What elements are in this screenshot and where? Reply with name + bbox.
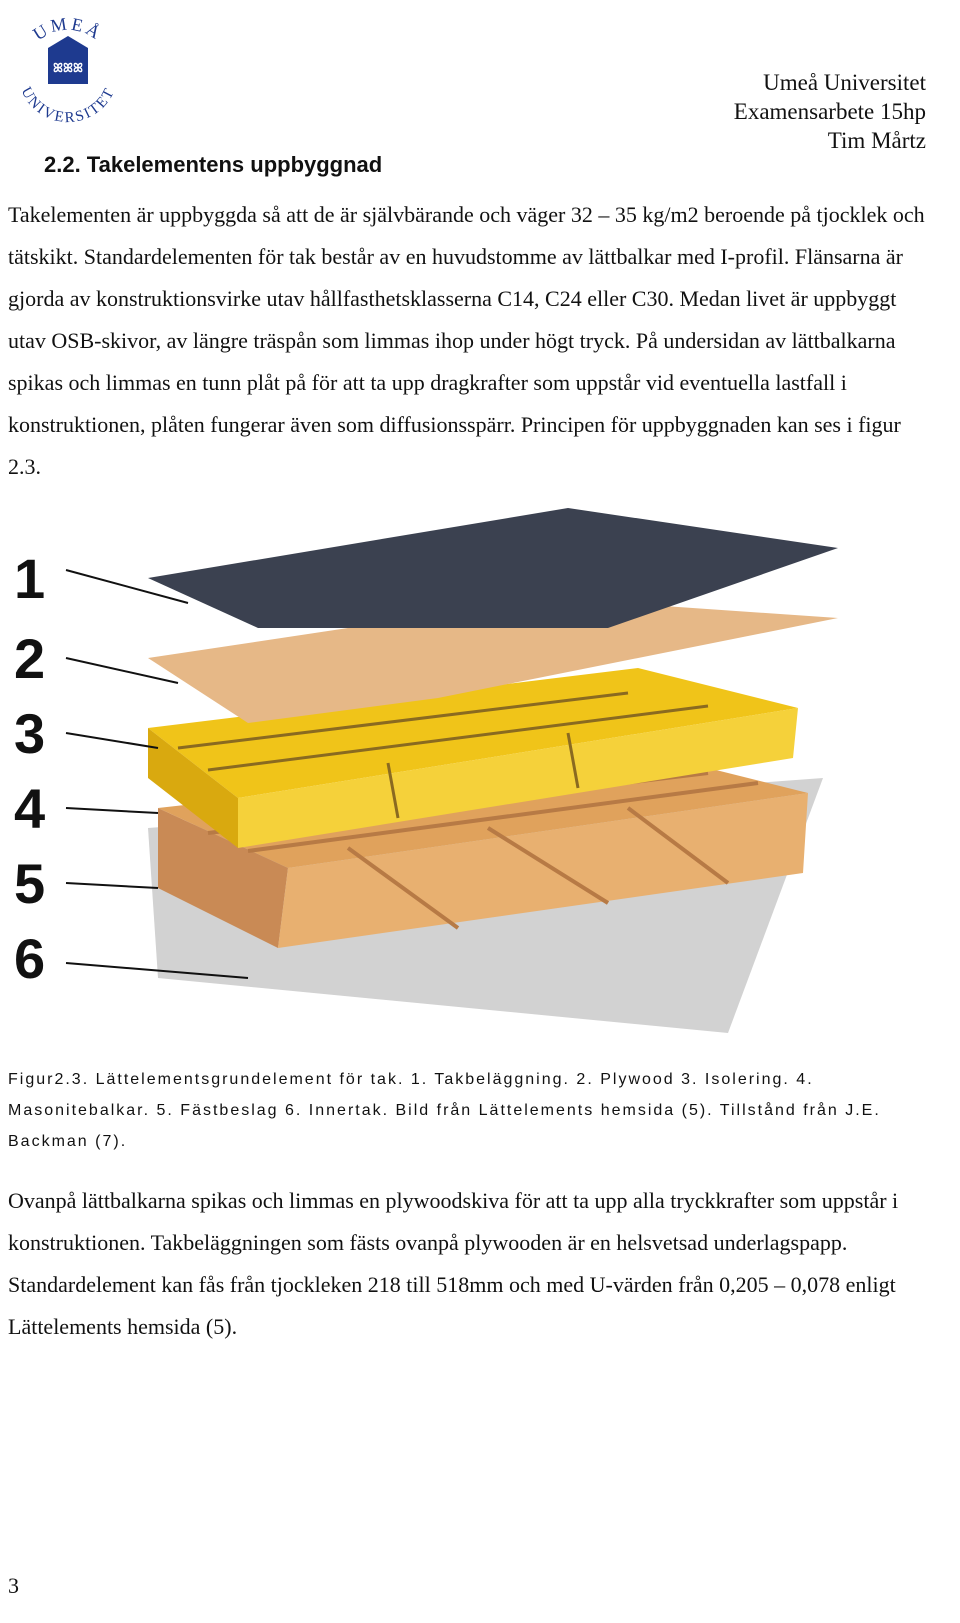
body-paragraph-1: Takelementen är uppbyggda så att de är självbärande och väger 32 – 35 kg/m2 beroende på tjocklek och tätskikt. Standardelementen för tak består av en huvudstomme av lättbalkar med I-profil. Flänsarna är gjorda av konstruktionsvirke utav hållfasthetsklasserna C14, C24 eller C30. Medan livet är uppbyggt utav OSB-skivor, av längre träspån som limmas ihop under högt tryck. På undersidan av lättbalkarna spikas och limmas en tunn plåt på för att ta upp dragkrafter som uppstår vid eventuella lastfall i konstruktionen, plåten fungerar även som diffusionsspärr. Principen för uppbyggnaden kan ses i figur 2.3. [8,202,925,479]
svg-text:ꕤꕤꕤ: ꕤꕤꕤ [53,61,83,75]
header-author: Tim Mårtz [827,128,926,153]
document-header [734,68,926,155]
section-title: 2.2. Takelementens uppbyggnad [44,152,383,177]
figure-label-1: 1 [14,547,46,610]
figure-label-5: 5 [14,852,46,915]
figure-label-3: 3 [14,702,46,765]
university-logo [4,2,132,126]
figure-label-2: 2 [14,627,46,690]
figure-label-4: 4 [14,777,46,840]
header-university: Umeå Universitet [763,70,926,95]
body-paragraph-2: Ovanpå lättbalkarna spikas och limmas en plywoodskiva för att ta upp alla tryckkrafter som uppstår i konstruktionen. Takbeläggningen som fästs ovanpå plywooden är en helsvetsad underlagspapp. Standardelement kan fås från tjockleken 218 till 518mm och med U-värden från 0,205 – 0,078 enligt Lättelements hemsida (5). [8,1188,899,1339]
figure-label-6: 6 [14,927,46,990]
roof-element-figure [8,508,848,1048]
page-number: 3 [8,1573,19,1598]
svg-text:UNIVERSITET: UNIVERSITET [17,84,119,126]
header-thesis: Examensarbete 15hp [733,99,926,124]
svg-text:UMEÅ: UMEÅ [29,13,107,45]
figure-caption: Figur2.3. Lättelementsgrundelement för tak. 1. Takbeläggning. 2. Plywood 3. Isolering. 4. Masonitebalkar. 5. Fästbeslag 6. Innertak. Bild från Lättelements hemsida (5). Tillstånd från J.E. Backman (7). [8,1071,881,1150]
layer-roofing [148,508,838,628]
shield-icon [48,36,88,84]
